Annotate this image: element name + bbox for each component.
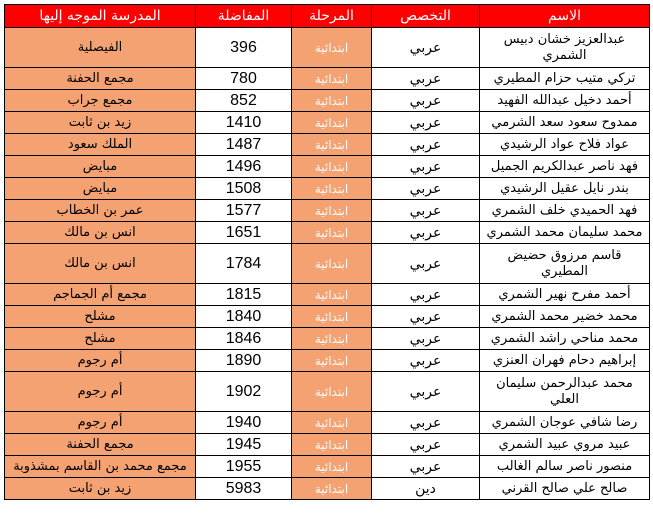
header-row <box>5 5 650 28</box>
cell-specialty: عربي <box>372 68 480 90</box>
cell-score: 1784 <box>196 244 292 284</box>
cell-specialty: عربي <box>372 244 480 284</box>
table-row <box>5 350 650 372</box>
table-row <box>5 456 650 478</box>
cell-stage: ابتدائية <box>292 372 372 412</box>
cell-name: محمد خضير محمد الشمري <box>480 306 650 328</box>
table-body <box>5 28 650 500</box>
table-row <box>5 178 650 200</box>
cell-score: 1508 <box>196 178 292 200</box>
cell-score: 1902 <box>196 372 292 412</box>
table-row <box>5 28 650 68</box>
cell-name: عبدالعزيز خشان دبيس الشمري <box>480 28 650 68</box>
table-row <box>5 200 650 222</box>
cell-school: مجمع جراب <box>5 90 196 112</box>
cell-stage: ابتدائية <box>292 478 372 500</box>
cell-name: محمد سليمان محمد الشمري <box>480 222 650 244</box>
cell-specialty: عربي <box>372 200 480 222</box>
cell-school: مشلح <box>5 306 196 328</box>
header-score: المفاضلة <box>196 5 292 28</box>
cell-stage: ابتدائية <box>292 306 372 328</box>
cell-stage: ابتدائية <box>292 456 372 478</box>
cell-stage: ابتدائية <box>292 134 372 156</box>
cell-school: زيد بن ثابت <box>5 112 196 134</box>
cell-specialty: عربي <box>372 90 480 112</box>
table-row <box>5 412 650 434</box>
cell-specialty: عربي <box>372 112 480 134</box>
table-row <box>5 478 650 500</box>
cell-specialty: دين <box>372 478 480 500</box>
cell-stage: ابتدائية <box>292 112 372 134</box>
table-row <box>5 434 650 456</box>
cell-score: 1496 <box>196 156 292 178</box>
cell-school: مجمع أم الجماجم <box>5 284 196 306</box>
cell-score: 1840 <box>196 306 292 328</box>
header-specialty: التخصص <box>372 5 480 28</box>
cell-stage: ابتدائية <box>292 200 372 222</box>
header-stage: المرحلة <box>292 5 372 28</box>
cell-score: 1945 <box>196 434 292 456</box>
cell-stage: ابتدائية <box>292 350 372 372</box>
cell-school: الفيصلية <box>5 28 196 68</box>
table-row <box>5 372 650 412</box>
cell-school: زيد بن ثابت <box>5 478 196 500</box>
cell-stage: ابتدائية <box>292 284 372 306</box>
cell-school: مشلح <box>5 328 196 350</box>
cell-name: أحمد دخيل عبدالله الفهيد <box>480 90 650 112</box>
cell-stage: ابتدائية <box>292 222 372 244</box>
cell-specialty: عربي <box>372 328 480 350</box>
cell-score: 1410 <box>196 112 292 134</box>
cell-name: رضا شافي عوجان الشمري <box>480 412 650 434</box>
header-school: المدرسة الموجه إليها <box>5 5 196 28</box>
cell-stage: ابتدائية <box>292 412 372 434</box>
cell-name: منصور ناصر سالم الغالب <box>480 456 650 478</box>
cell-school: الملك سعود <box>5 134 196 156</box>
table-row <box>5 306 650 328</box>
cell-name: محمد عبدالرحمن سليمان العلي <box>480 372 650 412</box>
table-row <box>5 68 650 90</box>
cell-name: أحمد مفرح نهير الشمري <box>480 284 650 306</box>
cell-school: مبايض <box>5 178 196 200</box>
cell-specialty: عربي <box>372 372 480 412</box>
table-row <box>5 156 650 178</box>
cell-score: 1955 <box>196 456 292 478</box>
cell-name: محمد مناحي راشد الشمري <box>480 328 650 350</box>
cell-specialty: عربي <box>372 178 480 200</box>
cell-school: أم رجوم <box>5 350 196 372</box>
cell-name: عبيد مروي عبيد الشمري <box>480 434 650 456</box>
cell-school: مجمع الحفنة <box>5 434 196 456</box>
cell-specialty: عربي <box>372 156 480 178</box>
cell-school: أم رجوم <box>5 372 196 412</box>
cell-school: انس بن مالك <box>5 222 196 244</box>
table-row <box>5 222 650 244</box>
cell-score: 5983 <box>196 478 292 500</box>
cell-school: عمر بن الخطاب <box>5 200 196 222</box>
cell-score: 1577 <box>196 200 292 222</box>
cell-stage: ابتدائية <box>292 328 372 350</box>
cell-score: 852 <box>196 90 292 112</box>
cell-school: انس بن مالك <box>5 244 196 284</box>
cell-score: 1487 <box>196 134 292 156</box>
cell-name: فهد الحميدي خلف الشمري <box>480 200 650 222</box>
cell-specialty: عربي <box>372 284 480 306</box>
cell-specialty: عربي <box>372 222 480 244</box>
cell-specialty: عربي <box>372 350 480 372</box>
cell-stage: ابتدائية <box>292 68 372 90</box>
cell-score: 396 <box>196 28 292 68</box>
table-row <box>5 284 650 306</box>
cell-stage: ابتدائية <box>292 434 372 456</box>
cell-score: 1846 <box>196 328 292 350</box>
cell-specialty: عربي <box>372 456 480 478</box>
table-row <box>5 134 650 156</box>
cell-school: مجمع الحفنة <box>5 68 196 90</box>
table-row <box>5 112 650 134</box>
cell-specialty: عربي <box>372 412 480 434</box>
cell-stage: ابتدائية <box>292 28 372 68</box>
table-row <box>5 90 650 112</box>
cell-specialty: عربي <box>372 134 480 156</box>
cell-score: 1940 <box>196 412 292 434</box>
cell-name: قاسم مرزوق حضيض المطيري <box>480 244 650 284</box>
table-row <box>5 328 650 350</box>
cell-stage: ابتدائية <box>292 90 372 112</box>
cell-name: ممدوح سعود سعد الشرمي <box>480 112 650 134</box>
cell-name: صالح علي صالح القرني <box>480 478 650 500</box>
cell-stage: ابتدائية <box>292 156 372 178</box>
cell-stage: ابتدائية <box>292 178 372 200</box>
cell-name: إبراهيم دحام فهران العنزي <box>480 350 650 372</box>
cell-score: 1815 <box>196 284 292 306</box>
cell-name: تركي متيب حزام المطيري <box>480 68 650 90</box>
cell-score: 1651 <box>196 222 292 244</box>
cell-specialty: عربي <box>372 434 480 456</box>
cell-name: فهد ناصر عبدالكريم الجميل <box>480 156 650 178</box>
cell-specialty: عربي <box>372 28 480 68</box>
cell-score: 1890 <box>196 350 292 372</box>
table-row <box>5 244 650 284</box>
assignment-table <box>4 4 650 500</box>
cell-specialty: عربي <box>372 306 480 328</box>
cell-name: بندر نايل عقيل الرشيدي <box>480 178 650 200</box>
cell-school: أم رجوم <box>5 412 196 434</box>
cell-school: مبايض <box>5 156 196 178</box>
cell-stage: ابتدائية <box>292 244 372 284</box>
cell-score: 780 <box>196 68 292 90</box>
cell-school: مجمع محمد بن القاسم بمشذوبة <box>5 456 196 478</box>
cell-name: عواد فلاح عواد الرشيدي <box>480 134 650 156</box>
header-name: الاسم <box>480 5 650 28</box>
